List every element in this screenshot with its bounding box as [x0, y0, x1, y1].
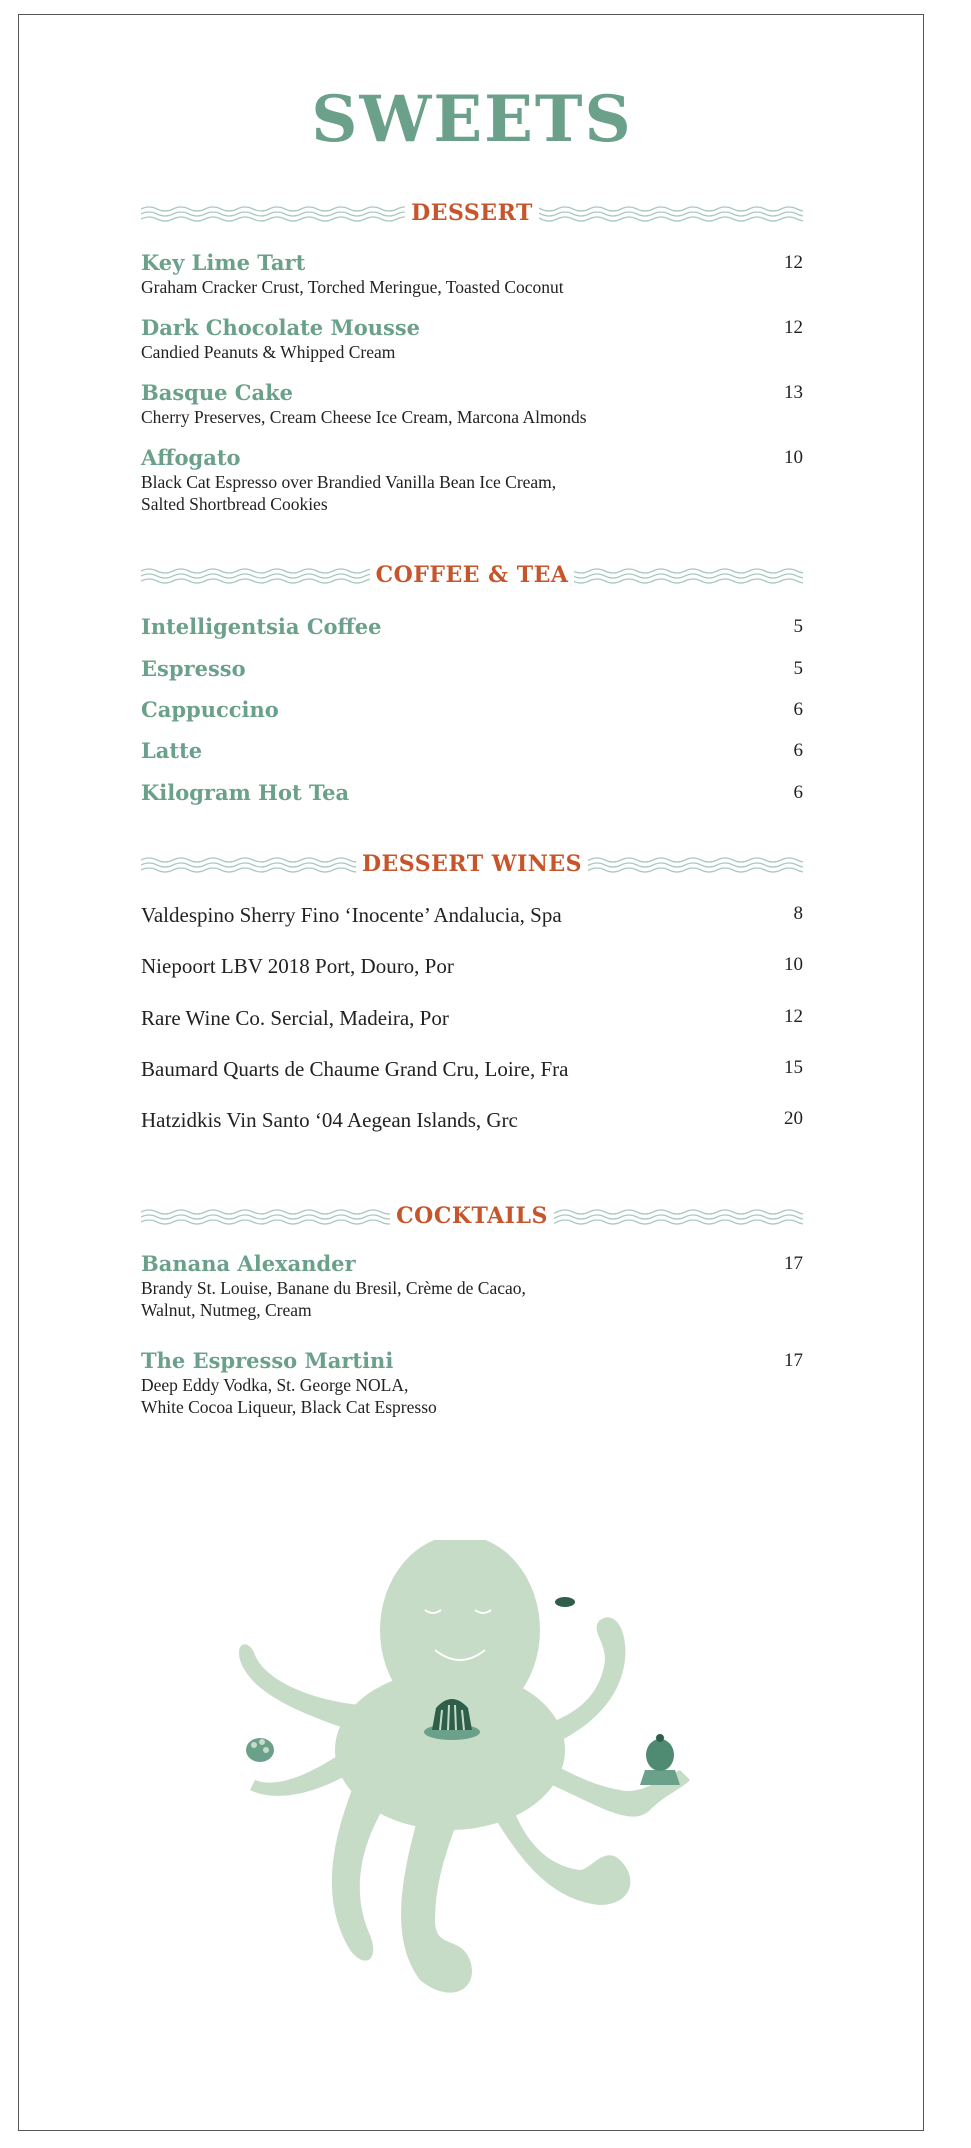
item-name: Kilogram Hot Tea	[141, 780, 350, 805]
item-name: Espresso	[141, 656, 246, 681]
item-name: Niepoort LBV 2018 Port, Douro, Por	[141, 954, 454, 978]
item-name: Rare Wine Co. Sercial, Madeira, Por	[141, 1006, 449, 1030]
menu-item	[141, 380, 803, 428]
item-price: 6	[793, 740, 803, 761]
item-price: 13	[784, 382, 803, 403]
menu-item	[141, 1348, 803, 1418]
item-name: Valdespino Sherry Fino ‘Inocente’ Andalucia, Spa	[141, 903, 562, 927]
item-description: Deep Eddy Vodka, St. George NOLA,	[141, 1375, 409, 1395]
item-price: 12	[784, 1006, 803, 1027]
item-description: Graham Cracker Crust, Torched Meringue, Toasted Coconut	[141, 277, 564, 297]
item-name: Affogato	[141, 445, 241, 470]
item-name: Hatzidkis Vin Santo ‘04 Aegean Islands, Grc	[141, 1108, 518, 1132]
menu-item	[141, 250, 803, 298]
menu-item	[141, 697, 803, 723]
wine-item	[141, 1006, 803, 1031]
item-price: 12	[784, 317, 803, 338]
menu-item	[141, 1251, 803, 1321]
item-price: 17	[784, 1253, 803, 1274]
item-name: Banana Alexander	[141, 1251, 356, 1276]
wine-item	[141, 1057, 803, 1082]
menu-item	[141, 738, 803, 764]
section-title-dessert: DESSERT	[405, 200, 539, 226]
item-name: Latte	[141, 738, 203, 763]
item-description: Black Cat Espresso over Brandied Vanilla Bean Ice Cream,	[141, 472, 557, 492]
item-description-line2: White Cocoa Liqueur, Black Cat Espresso	[141, 1397, 437, 1417]
item-price: 5	[793, 658, 803, 679]
item-name: Cappuccino	[141, 697, 279, 722]
item-price: 10	[784, 954, 803, 975]
item-name: Basque Cake	[141, 380, 294, 405]
item-description: Candied Peanuts & Whipped Cream	[141, 342, 396, 362]
item-price: 12	[784, 252, 803, 273]
section-heading-dessert	[141, 197, 803, 231]
item-name: Baumard Quarts de Chaume Grand Cru, Loire, Fra	[141, 1057, 569, 1081]
item-description: Cherry Preserves, Cream Cheese Ice Cream, Marcona Almonds	[141, 407, 587, 427]
item-price: 20	[784, 1108, 803, 1129]
item-price: 17	[784, 1350, 803, 1371]
section-title-wines: DESSERT WINES	[356, 851, 588, 877]
menu-item	[141, 445, 803, 515]
item-price: 10	[784, 447, 803, 468]
menu-item	[141, 614, 803, 640]
item-name: Dark Chocolate Mousse	[141, 315, 421, 340]
wine-item	[141, 954, 803, 979]
wine-item	[141, 1108, 803, 1133]
item-price: 5	[793, 616, 803, 637]
item-name: Intelligentsia Coffee	[141, 614, 382, 639]
wine-item	[141, 903, 803, 928]
item-name: Key Lime Tart	[141, 250, 306, 275]
item-price: 8	[793, 903, 803, 924]
section-heading-cocktails	[141, 1200, 803, 1234]
section-title-coffee: COFFEE & TEA	[370, 562, 575, 588]
section-heading-wines	[141, 848, 803, 882]
item-price: 6	[793, 782, 803, 803]
menu-item	[141, 656, 803, 682]
section-title-cocktails: COCKTAILS	[390, 1203, 554, 1229]
item-description-line2: Salted Shortbread Cookies	[141, 494, 328, 514]
octopus-illustration-icon	[220, 1540, 740, 2020]
menu-item	[141, 780, 803, 806]
item-name: The Espresso Martini	[141, 1348, 394, 1373]
page-title: SWEETS	[311, 82, 633, 157]
item-description-line2: Walnut, Nutmeg, Cream	[141, 1300, 312, 1320]
section-heading-coffee	[141, 559, 803, 593]
menu-item	[141, 315, 803, 363]
item-price: 6	[793, 699, 803, 720]
item-price: 15	[784, 1057, 803, 1078]
item-description: Brandy St. Louise, Banane du Bresil, Crème de Cacao,	[141, 1278, 526, 1298]
